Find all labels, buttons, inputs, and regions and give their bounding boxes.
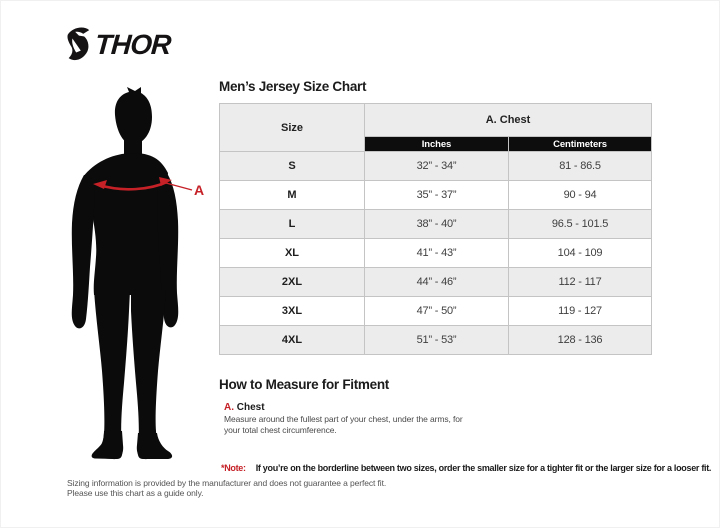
centimeters-cell: 90 - 94 xyxy=(509,181,652,210)
centimeters-cell: 112 - 117 xyxy=(509,268,652,297)
centimeters-cell: 128 - 136 xyxy=(509,326,652,355)
size-chart-table xyxy=(219,103,652,355)
table-row-4xl xyxy=(220,326,652,355)
thor-mascot-icon xyxy=(64,26,92,64)
column-header-centimeters: Centimeters xyxy=(509,137,652,152)
table-row-xl xyxy=(220,239,652,268)
silhouette-head xyxy=(115,87,152,143)
centimeters-cell: 119 - 127 xyxy=(509,297,652,326)
measure-description: Measure around the fullest part of your chest, under the arms, for your total chest circumference. xyxy=(224,414,463,435)
inches-cell: 51” - 53” xyxy=(365,326,509,355)
inches-cell: 47” - 50” xyxy=(365,297,509,326)
note-label: *Note: xyxy=(221,463,246,473)
size-cell: 3XL xyxy=(220,297,365,326)
disclaimer-line2: Please use this chart as a guide only. xyxy=(67,488,204,498)
measure-key: A. xyxy=(224,402,234,413)
table-row-m xyxy=(220,181,652,210)
silhouette-left-arm xyxy=(72,175,95,328)
column-header-size: Size xyxy=(220,104,365,152)
male-silhouette xyxy=(55,85,225,470)
centimeters-cell: 81 - 86.5 xyxy=(509,152,652,181)
column-header-inches: Inches xyxy=(365,137,509,152)
table-row-2xl xyxy=(220,268,652,297)
brand-logo xyxy=(64,26,170,64)
disclaimer-line1: Sizing information is provided by the manufacturer and does not guarantee a perfect fit. xyxy=(67,478,387,488)
inches-cell: 41” - 43” xyxy=(365,239,509,268)
centimeters-cell: 96.5 - 101.5 xyxy=(509,210,652,239)
size-cell: XL xyxy=(220,239,365,268)
size-cell: L xyxy=(220,210,365,239)
size-cell: 2XL xyxy=(220,268,365,297)
silhouette-torso xyxy=(83,153,168,295)
inches-cell: 44” - 46” xyxy=(365,268,509,297)
sizing-note xyxy=(221,463,711,473)
disclaimer xyxy=(67,478,386,498)
brand-wordmark: THOR xyxy=(93,29,172,60)
column-header-chest: A. Chest xyxy=(365,104,652,137)
table-row-l xyxy=(220,210,652,239)
centimeters-cell: 104 - 109 xyxy=(509,239,652,268)
measure-heading: How to Measure for Fitment xyxy=(219,377,389,392)
size-cell: 4XL xyxy=(220,326,365,355)
note-text: If you’re on the borderline between two sizes, order the smaller size for a tighter fit or the larger size for a looser fit. xyxy=(255,463,712,473)
inches-cell: 32” - 34” xyxy=(365,152,509,181)
measure-label: Chest xyxy=(236,402,265,413)
silhouette-left-foot xyxy=(94,431,124,459)
silhouette-right-foot xyxy=(137,433,172,459)
table-row-3xl xyxy=(220,297,652,326)
chest-arrow-label: A xyxy=(194,182,205,198)
inches-cell: 35” - 37” xyxy=(365,181,509,210)
size-cell: M xyxy=(220,181,365,210)
measure-item-chest xyxy=(224,402,265,413)
inches-cell: 38” - 40” xyxy=(365,210,509,239)
size-cell: S xyxy=(220,152,365,181)
table-row-s xyxy=(220,152,652,181)
page-title: Men’s Jersey Size Chart xyxy=(219,79,367,94)
